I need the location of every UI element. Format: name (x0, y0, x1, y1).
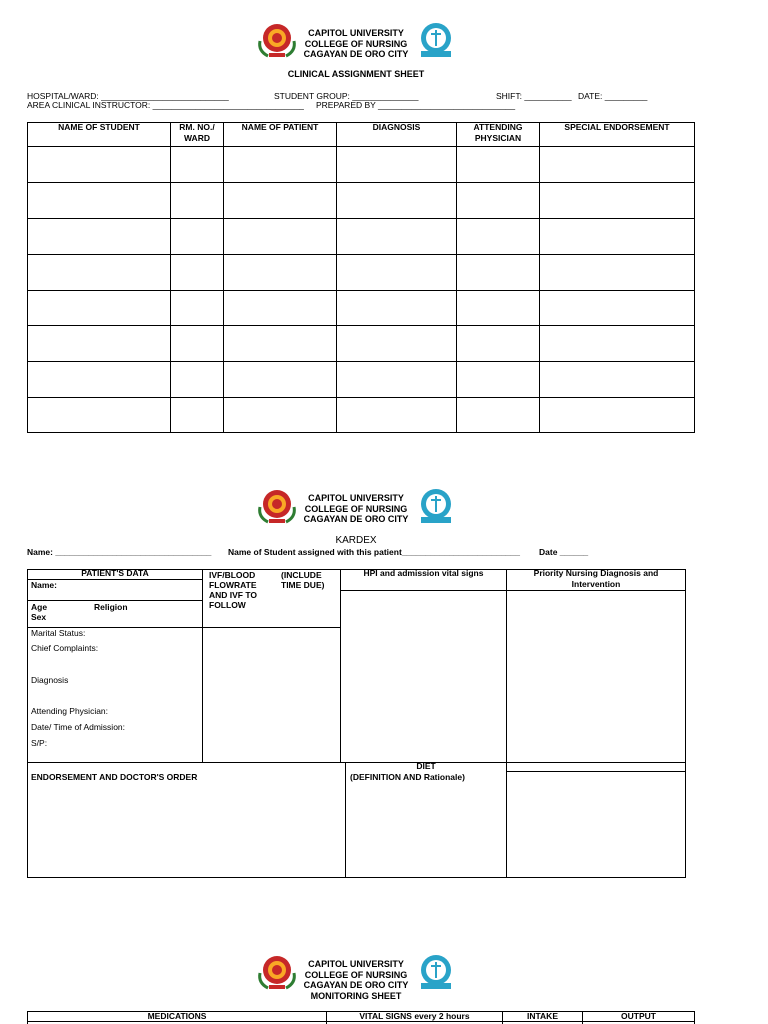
ivf-flowrate-header: IVF/BLOOD FLOWRATE AND IVF TO FOLLOW (209, 570, 258, 610)
university-name: CAPITOL UNIVERSITY (308, 493, 404, 503)
patients-data-header: PATIENT'S DATA (81, 568, 149, 578)
sex-label: Sex (31, 612, 47, 622)
endorsement-header: ENDORSEMENT AND DOCTOR'S ORDER (31, 772, 198, 782)
chief-complaints-label: Chief Complaints: (31, 643, 99, 653)
diet-header: DIET (416, 761, 436, 771)
university-seal-icon (256, 953, 298, 991)
shift-field[interactable]: SHIFT: __________ (496, 91, 572, 101)
hospital-ward-field[interactable]: HOSPITAL/WARD: ___________________________ (27, 91, 229, 101)
college-name: COLLEGE OF NURSING (304, 38, 408, 49)
kardex-name-field[interactable]: Name: _________________________________ (27, 547, 212, 557)
col-diagnosis: DIAGNOSIS (372, 122, 421, 132)
ivf-time-due-header: (INCLUDE TIME DUE) (281, 570, 325, 590)
date-field[interactable]: DATE: _________ (578, 91, 648, 101)
col-special-endorsement: SPECIAL ENDORSEMENT (564, 122, 670, 132)
sp-label: S/P: (31, 738, 48, 748)
hpi-header: HPI and admission vital signs (363, 568, 484, 578)
patient-name-label: Name: (31, 580, 57, 590)
kardex-title: KARDEX (335, 535, 377, 546)
diet-subheader: (DEFINITION AND Rationale) (350, 772, 465, 782)
student-group-field[interactable]: STUDENT GROUP: ______________ (274, 91, 419, 101)
prepared-by-field[interactable]: PREPARED BY _____________________________ (316, 100, 516, 110)
religion-label: Religion (94, 602, 128, 612)
assignment-title: CLINICAL ASSIGNMENT SHEET (287, 69, 425, 79)
age-label: Age (31, 602, 48, 612)
monitoring-title: MONITORING SHEET (310, 990, 402, 1001)
date-time-admission-label: Date/ Time of Admission: (31, 722, 126, 732)
col-rm-ward: RM. NO./ WARD (179, 122, 215, 143)
kardex-date-field[interactable]: Date ______ (539, 547, 589, 557)
college-name: COLLEGE OF NURSING (304, 969, 408, 980)
attending-physician-label: Attending Physician: (31, 706, 109, 716)
diagnosis-label: Diagnosis (31, 675, 69, 685)
city-name: CAGAYAN DE ORO CITY (303, 514, 409, 524)
intake-header: INTAKE (526, 1011, 558, 1021)
university-name: CAPITOL UNIVERSITY (308, 28, 404, 38)
col-attending-physician: ATTENDING PHYSICIAN (473, 122, 523, 143)
medications-header: MEDICATIONS (147, 1011, 207, 1021)
marital-status-label: Marital Status: (31, 628, 86, 638)
city-name: CAGAYAN DE ORO CITY (303, 49, 409, 59)
col-name-of-patient: NAME OF PATIENT (241, 122, 319, 132)
student-assigned-field[interactable]: Name of Student assigned with this patient_________________________ (228, 547, 520, 557)
priority-nursing-header: Priority Nursing Diagnosis and Intervention (533, 568, 659, 589)
col-name-of-student: NAME OF STUDENT (58, 122, 140, 132)
nursing-seal-icon (417, 954, 455, 990)
area-instructor-field[interactable]: AREA CLINICAL INSTRUCTOR: ________________________________ (27, 100, 304, 110)
vital-signs-header: VITAL SIGNS every 2 hours (359, 1011, 470, 1021)
university-name: CAPITOL UNIVERSITY (308, 959, 404, 969)
college-name: COLLEGE OF NURSING (304, 503, 408, 514)
city-name: CAGAYAN DE ORO CITY (303, 980, 409, 990)
output-header: OUTPUT (621, 1011, 656, 1021)
